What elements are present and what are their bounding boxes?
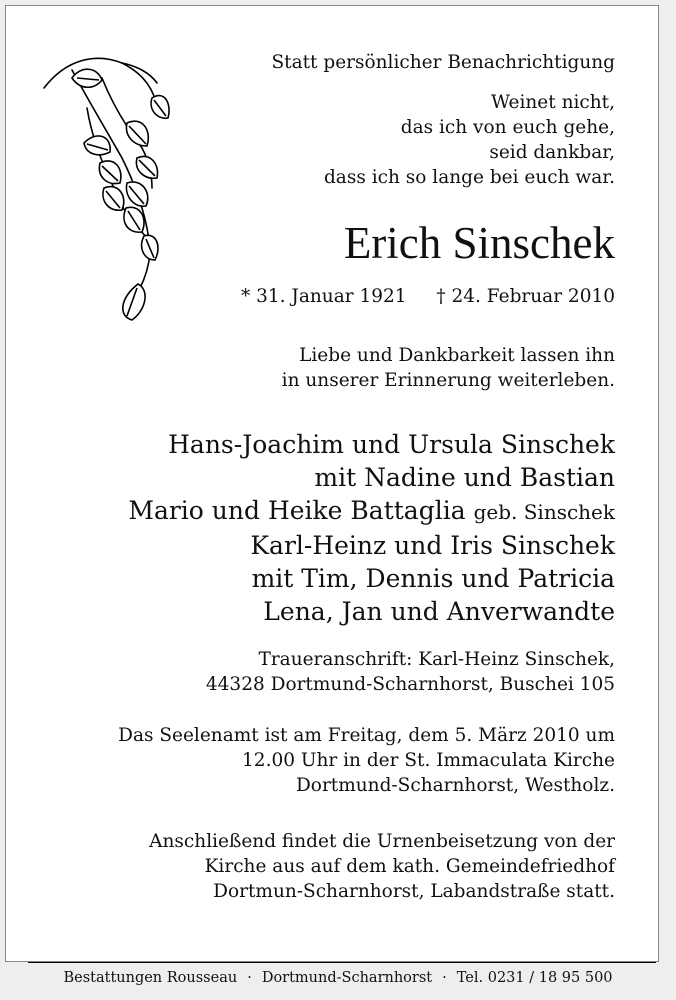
footer-separator: · [247,970,252,986]
burial-line: Anschließend findet die Urnenbeisetzung von der [149,831,615,852]
remembrance-line: in unserer Erinnerung weiterleben. [281,370,615,391]
footer-separator: · [442,970,447,986]
footer-phone: Tel. 0231 / 18 95 500 [456,970,613,986]
requiem-line: 12.00 Uhr in der St. Immaculata Kirche [242,750,615,771]
footer-company: Bestattungen Rousseau [63,970,238,986]
remembrance-line: Liebe und Dankbarkeit lassen ihn [299,345,615,366]
poem-line: Weinet nicht, [491,92,615,113]
family-line: mit Tim, Dennis und Patricia [251,564,615,593]
footer [0,968,676,988]
burial-line: Kirche aus auf dem kath. Gemeindefriedhof [204,856,615,877]
family-line-birthname: geb. Sinschek [473,500,615,524]
burial-line: Dortmun-Scharnhorst, Labandstraße statt. [213,881,615,902]
poem-line: das ich von euch gehe, [400,117,615,138]
requiem-line: Dortmund-Scharnhorst, Westholz. [295,775,615,796]
footer-location: Dortmund-Scharnhorst [261,970,433,986]
poem-line: seid dankbar, [489,142,615,163]
requiem-notice [118,723,615,798]
family-list [128,428,615,628]
family-line: Lena, Jan und Anverwandte [263,597,615,626]
poem-line: dass ich so lange bei euch war. [323,167,615,188]
family-line: mit Nadine und Bastian [314,463,615,492]
family-line-main: Mario und Heike Battaglia [128,496,466,525]
birch-branch-illustration [42,48,182,333]
family-line [128,494,615,529]
deceased-name: Erich Sinschek [343,218,615,268]
death-date: † 24. Februar 2010 [436,286,615,307]
birth-date: * 31. Januar 1921 [241,286,407,307]
mourning-address [206,647,615,697]
remembrance-text [282,343,615,393]
burial-notice [149,829,615,904]
requiem-line: Das Seelenamt ist am Freitag, dem 5. März 2010 um [118,725,615,746]
address-line: Traueranschrift: Karl-Heinz Sinschek, [258,649,615,670]
address-line: 44328 Dortmund-Scharnhorst, Buschei 105 [205,674,615,695]
poem [324,90,615,190]
header-note: Statt persönlicher Benachrichtigung [271,52,615,73]
family-line: Karl-Heinz und Iris Sinschek [250,531,615,560]
family-line: Hans-Joachim und Ursula Sinschek [168,430,615,459]
